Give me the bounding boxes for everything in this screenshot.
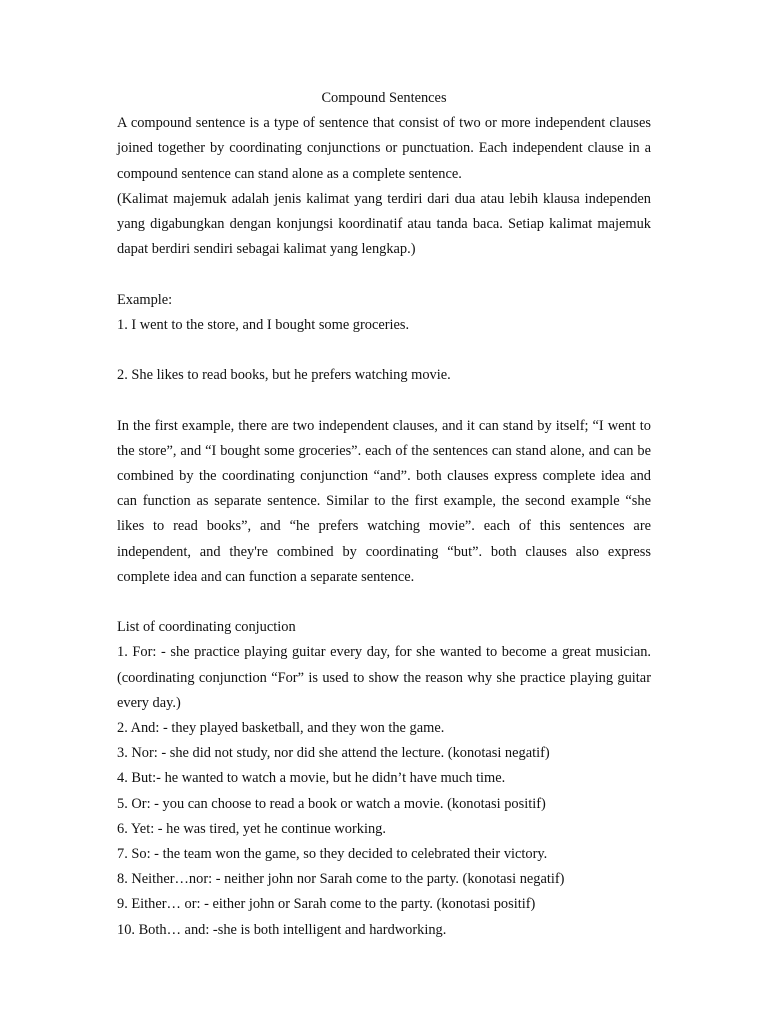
example-heading: Example: xyxy=(117,291,173,308)
conjunction-item-both-and: 10. Both… and: -she is both intelligent and hardworking. xyxy=(117,921,447,938)
conjunction-item-for: 1. For: - she practice playing guitar every day, for she wanted to become a great musician. (coordinating conjunction “For” is used to show the reason why she practice playing guitar every day.) xyxy=(117,644,651,711)
example-item-1: 1. I went to the store, and I bought some groceries. xyxy=(117,316,410,333)
conjunction-item-either-or: 9. Either… or: - either john or Sarah come to the party. (konotasi positif) xyxy=(117,896,536,913)
spacer xyxy=(117,388,651,413)
conjunction-item-or: 5. Or: - you can choose to read a book or watch a movie. (konotasi positif) xyxy=(117,795,546,812)
explanation-paragraph: In the first example, there are two independent clauses, and it can stand by itself; “I went to the store”, and “I bought some groceries”. each of the sentences can stand alone, and can be combined by the coordinating conjunction “and”. both clauses express complete idea and can function as separate sentence. Similar to the first example, the second example “she likes to read books”, and “he prefers watching movie”. each of this sentences are independent, and they're combined by coordinating “but”. both clauses also express complete idea and can function a separate sentence. xyxy=(117,417,651,585)
document-title: Compound Sentences xyxy=(321,90,447,106)
conjunction-item-nor: 3. Nor: - she did not study, nor did she attend the lecture. (konotasi negatif) xyxy=(117,745,550,762)
conjunction-item-so: 7. So: - the team won the game, so they decided to celebrated their victory. xyxy=(117,846,548,863)
list-heading: List of coordinating conjuction xyxy=(117,619,296,636)
spacer xyxy=(117,338,651,363)
document-page xyxy=(117,86,651,943)
conjunction-item-but: 4. But:- he wanted to watch a movie, but he didn’t have much time. xyxy=(117,770,506,787)
intro-indonesian-paragraph: (Kalimat majemuk adalah jenis kalimat yang terdiri dari dua atau lebih klausa independen yang digabungkan dengan konjungsi koordinatif atau tanda baca. Setiap kalimat majemuk dapat berdiri sendiri sebagai kalimat yang lengkap.) xyxy=(117,190,651,258)
conjunction-item-yet: 6. Yet: - he was tired, yet he continue working. xyxy=(117,820,386,837)
example-item-2: 2. She likes to read books, but he prefers watching movie. xyxy=(117,367,451,384)
conjunction-item-and: 2. And: - they played basketball, and they won the game. xyxy=(117,720,445,737)
spacer xyxy=(117,590,651,615)
intro-english-paragraph: A compound sentence is a type of sentence that consist of two or more independent clauses joined together by coordinating conjunctions or punctuation. Each independent clause in a compound sentence can stand alone as a complete sentence. xyxy=(117,115,651,182)
conjunction-item-neither-nor: 8. Neither…nor: - neither john nor Sarah come to the party. (konotasi negatif) xyxy=(117,871,565,888)
spacer xyxy=(117,262,651,287)
